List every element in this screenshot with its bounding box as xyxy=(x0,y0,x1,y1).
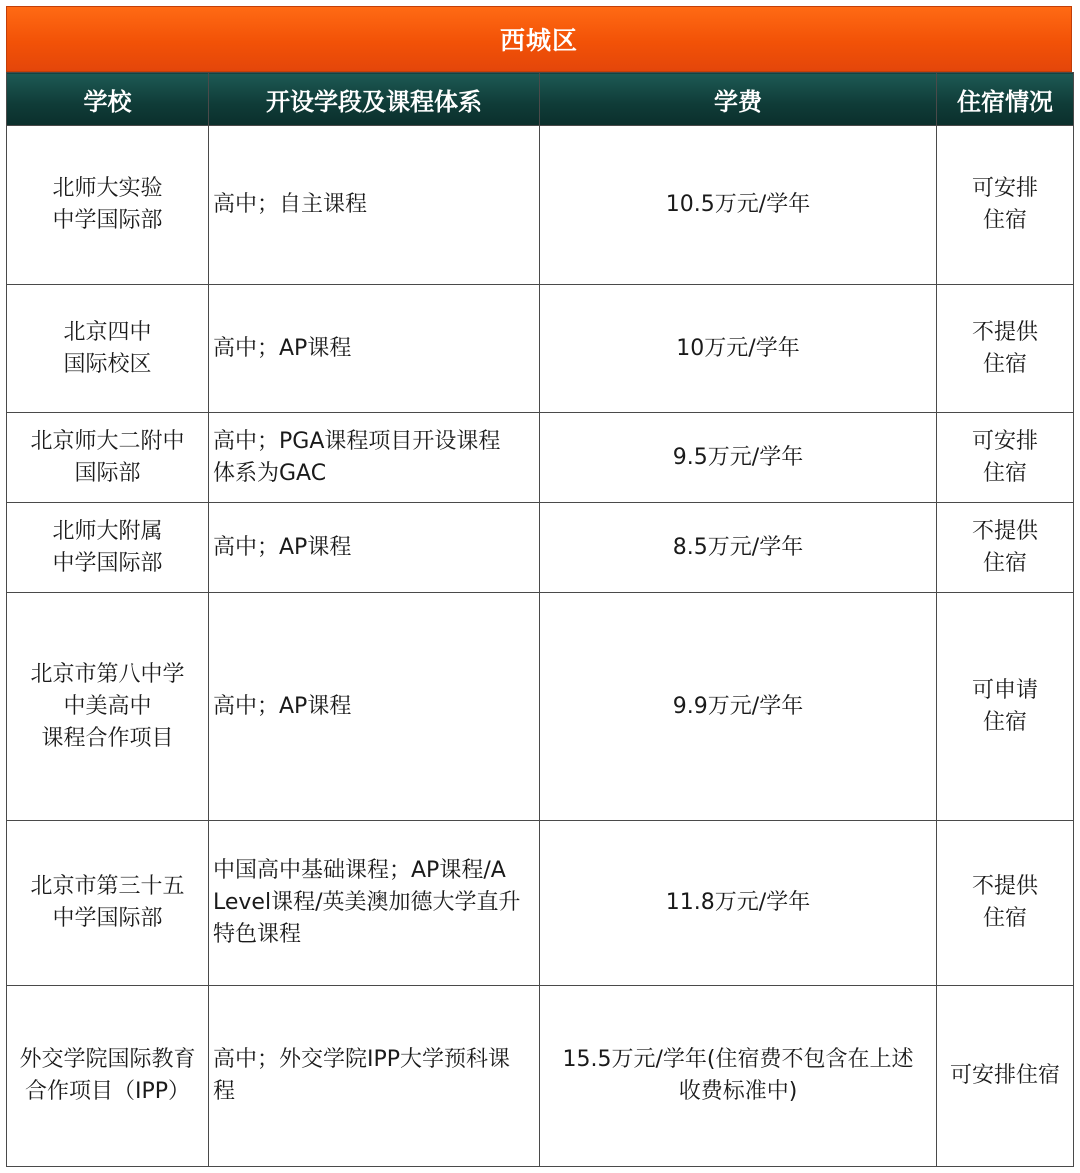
housing-cell: 可安排住宿 xyxy=(937,986,1074,1167)
header-tuition: 学费 xyxy=(540,73,937,126)
table-row xyxy=(7,413,1074,503)
school-cell: 北京师大二附中 国际部 xyxy=(7,413,209,503)
school-cell: 外交学院国际教育 合作项目（IPP） xyxy=(7,986,209,1167)
housing-cell: 不提供 住宿 xyxy=(937,285,1074,413)
table-row xyxy=(7,285,1074,413)
curriculum-cell: 高中；外交学院IPP大学预科课 程 xyxy=(209,986,540,1167)
school-cell: 北京市第八中学 中美高中 课程合作项目 xyxy=(7,593,209,821)
tuition-cell: 15.5万元/学年(住宿费不包含在上述 收费标准中) xyxy=(540,986,937,1167)
table-row xyxy=(7,126,1074,285)
table-row xyxy=(7,821,1074,986)
housing-cell: 不提供 住宿 xyxy=(937,821,1074,986)
curriculum-cell: 高中；AP课程 xyxy=(209,285,540,413)
table-row xyxy=(7,503,1074,593)
curriculum-cell: 中国高中基础课程；AP课程/A Level课程/英美澳加德大学直升 特色课程 xyxy=(209,821,540,986)
header-school: 学校 xyxy=(7,73,209,126)
curriculum-cell: 高中；AP课程 xyxy=(209,593,540,821)
header-row xyxy=(7,73,1074,126)
school-cell: 北师大附属 中学国际部 xyxy=(7,503,209,593)
tuition-cell: 9.9万元/学年 xyxy=(540,593,937,821)
table-row xyxy=(7,593,1074,821)
curriculum-cell: 高中；PGA课程项目开设课程 体系为GAC xyxy=(209,413,540,503)
housing-cell: 不提供 住宿 xyxy=(937,503,1074,593)
school-cell: 北京四中 国际校区 xyxy=(7,285,209,413)
tuition-table xyxy=(6,72,1074,1167)
header-curriculum: 开设学段及课程体系 xyxy=(209,73,540,126)
table-header xyxy=(7,73,1074,126)
tuition-cell: 10万元/学年 xyxy=(540,285,937,413)
table-body xyxy=(7,126,1074,1167)
tuition-cell: 8.5万元/学年 xyxy=(540,503,937,593)
curriculum-cell: 高中；AP课程 xyxy=(209,503,540,593)
district-banner: 西城区 xyxy=(6,6,1072,72)
tuition-cell: 9.5万元/学年 xyxy=(540,413,937,503)
curriculum-cell: 高中；自主课程 xyxy=(209,126,540,285)
table-row xyxy=(7,986,1074,1167)
school-cell: 北京市第三十五 中学国际部 xyxy=(7,821,209,986)
tuition-cell: 11.8万元/学年 xyxy=(540,821,937,986)
housing-cell: 可申请 住宿 xyxy=(937,593,1074,821)
header-housing: 住宿情况 xyxy=(937,73,1074,126)
housing-cell: 可安排 住宿 xyxy=(937,126,1074,285)
tuition-cell: 10.5万元/学年 xyxy=(540,126,937,285)
school-cell: 北师大实验 中学国际部 xyxy=(7,126,209,285)
housing-cell: 可安排 住宿 xyxy=(937,413,1074,503)
